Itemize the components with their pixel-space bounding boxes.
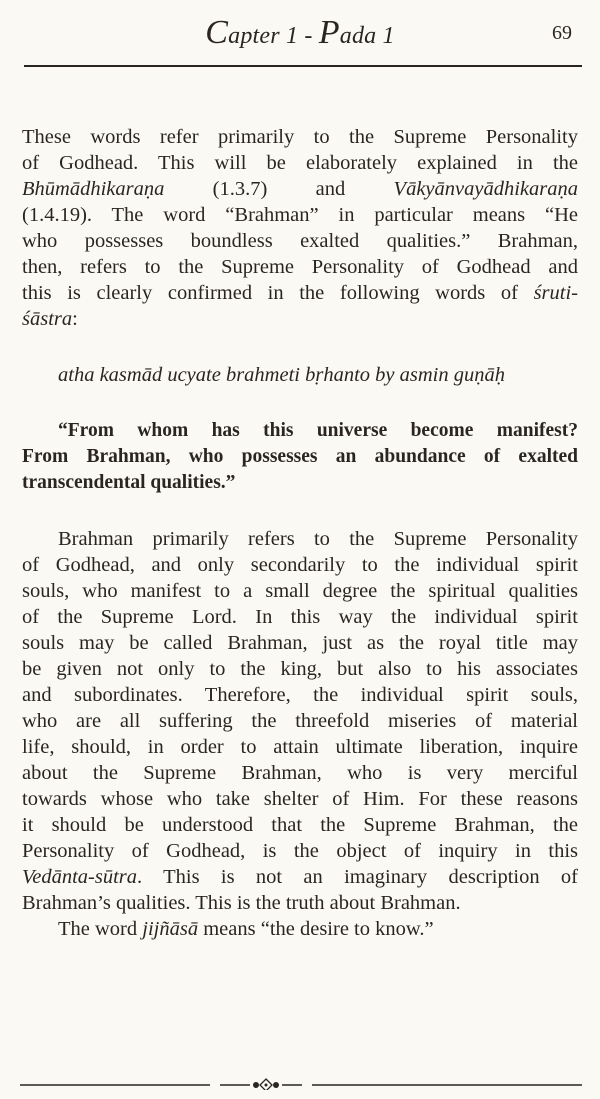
text-run: (1.3.7) and: [164, 178, 394, 200]
text-line: [22, 864, 578, 890]
text-line: [22, 734, 578, 760]
text-line: [22, 786, 578, 812]
text-line: [22, 280, 578, 306]
text-line: [22, 254, 578, 280]
text-line: [22, 812, 578, 838]
italic-term: śāstra: [22, 308, 73, 330]
text-run: of Godhead, and only secondarily to the individual spirit: [22, 554, 578, 576]
text-run: it should be understood that the Supreme Brahman, the: [22, 814, 578, 836]
text-line: [22, 202, 578, 228]
text-line: [22, 228, 578, 254]
text-run: Brahman’s qualities. This is the truth about Brahman.: [22, 892, 461, 914]
text-run: this is clearly confirmed in the following words of: [22, 282, 534, 304]
page-body: [22, 124, 578, 942]
text-run: :: [72, 308, 78, 330]
italic-term: śruti-: [533, 282, 578, 304]
text-line: [22, 656, 578, 682]
text-run: souls may be called Brahman, just as the royal title may: [22, 632, 578, 654]
italic-term: jijñāsā: [142, 918, 199, 940]
italic-term: Vākyānvayādhikaraṇa: [393, 178, 578, 200]
page-number: 69: [552, 22, 572, 44]
text-line: [22, 838, 578, 864]
text-run: souls, who manifest to a small degree the spiritual qualities: [22, 580, 578, 602]
text-line: [22, 306, 578, 332]
sanskrit-verse: [22, 362, 578, 388]
paragraph: [22, 526, 578, 916]
text-run: means “the desire to know.”: [198, 918, 434, 940]
text-line: [22, 760, 578, 786]
paragraph-gap: [22, 388, 578, 418]
text-run: (1.4.19). The word “Brahman” in particular means “He: [22, 204, 578, 226]
text-line: [22, 444, 578, 470]
text-line: [22, 470, 578, 496]
text-run: Brahman primarily refers to the Supreme Personality: [58, 528, 578, 550]
text-line: [22, 916, 578, 942]
text-run: towards whose who take shelter of Him. For these reasons: [22, 788, 578, 810]
text-line: [22, 708, 578, 734]
title-initial: C: [205, 14, 229, 51]
text-run: of the Supreme Lord. In this way the individual spirit: [22, 606, 578, 628]
paragraph: [22, 124, 578, 332]
text-line: [22, 630, 578, 656]
text-line: [22, 150, 578, 176]
text-run: of Godhead. This will be elaborately explained in the: [22, 152, 578, 174]
text-run: and subordinates. Therefore, the individual spirit souls,: [22, 684, 578, 706]
text-line: [22, 682, 578, 708]
text-run: These words refer primarily to the Supreme Personality: [22, 126, 578, 148]
paragraph-gap: [22, 332, 578, 362]
block-quote-translation: [22, 418, 578, 496]
italic-term: atha kasmād ucyate brahmeti bṛhanto by asmin guṇāḥ: [58, 364, 505, 386]
footer-ornament: [20, 1078, 582, 1090]
text-run: The word: [58, 918, 143, 940]
text-run: then, refers to the Supreme Personality of Godhead and: [22, 256, 578, 278]
text-line: [22, 124, 578, 150]
text-run: . This is not an imaginary description of: [137, 866, 578, 888]
header-rule: [24, 65, 582, 67]
text-line: [22, 176, 578, 202]
chapter-title: [0, 14, 600, 52]
text-line: [22, 890, 578, 916]
text-line: [22, 552, 578, 578]
text-run: transcendental qualities.”: [22, 472, 236, 493]
text-run: who are all suffering the threefold miseries of material: [22, 710, 578, 732]
title-text: apter 1 -: [228, 23, 319, 49]
text-run: From Brahman, who possesses an abundance of exalted: [22, 446, 578, 467]
title-initial: P: [318, 14, 340, 51]
text-line: [22, 418, 578, 444]
text-run: about the Supreme Brahman, who is very merciful: [22, 762, 578, 784]
text-run: life, should, in order to attain ultimate liberation, inquire: [22, 736, 578, 758]
text-run: who possesses boundless exalted qualities.” Brahman,: [22, 230, 578, 252]
paragraph: [22, 916, 578, 942]
text-run: Personality of Godhead, is the object of inquiry in this: [22, 840, 578, 862]
text-run: “From whom has this universe become manifest?: [58, 420, 578, 441]
text-line: [22, 604, 578, 630]
text-line: [22, 578, 578, 604]
text-run: be given not only to the king, but also to his associates: [22, 658, 578, 680]
title-text: ada 1: [339, 23, 395, 49]
paragraph-gap: [22, 496, 578, 526]
italic-term: Bhūmādhikaraṇa: [22, 178, 165, 200]
text-line: [22, 526, 578, 552]
text-line: [22, 362, 578, 388]
italic-term: Vedānta-sūtra: [22, 866, 138, 888]
